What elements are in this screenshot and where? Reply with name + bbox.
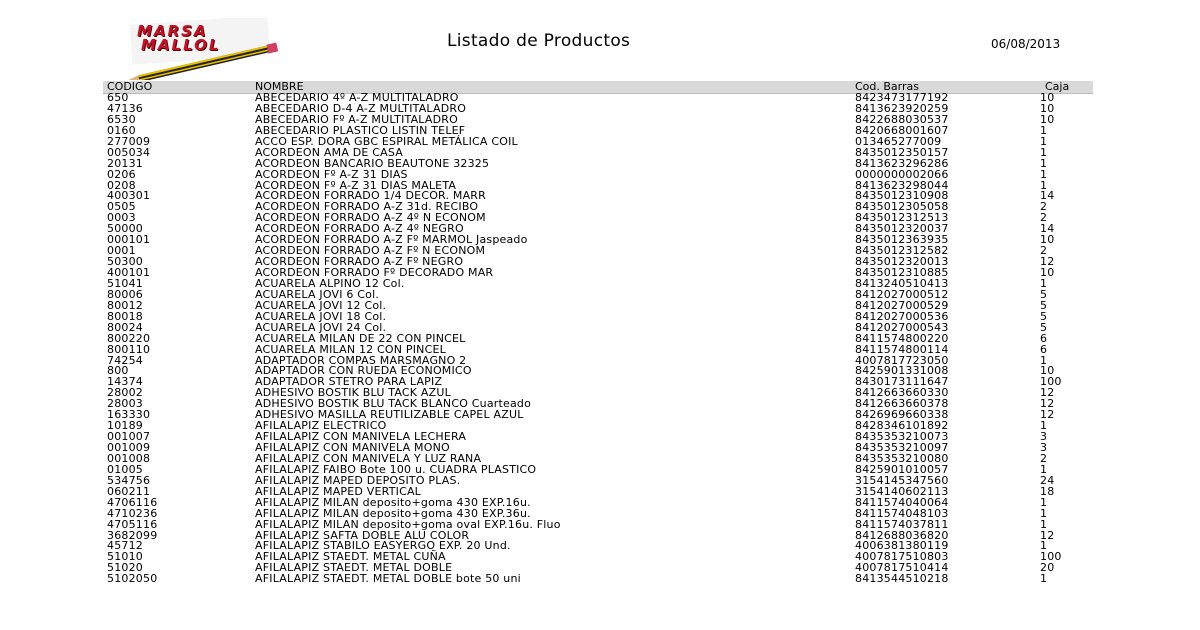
product-name: ACUARELA JOVI 12 Col. [255, 298, 387, 312]
product-barcode: 8435012305058 [855, 200, 949, 214]
product-box: 12 [1040, 386, 1055, 400]
report-date: 06/08/2013 [991, 37, 1061, 51]
product-barcode: 8423473177192 [855, 91, 949, 104]
product-code: 4705116 [107, 517, 158, 531]
product-barcode: 8428346101892 [855, 419, 949, 433]
product-box: 12 [1040, 397, 1055, 411]
logo-line-2: MALLOL [141, 36, 221, 54]
product-code: 650 [107, 91, 129, 104]
product-code: 80018 [107, 309, 143, 323]
product-code: 01005 [107, 462, 143, 476]
product-barcode: 8430173111647 [855, 375, 949, 389]
product-barcode: 8413240510413 [855, 276, 949, 290]
product-name: ADAPTADOR COMPAS MARSMAGNO 2 [255, 353, 467, 367]
product-box: 1 [1040, 506, 1048, 520]
product-barcode: 8412663660378 [855, 397, 949, 411]
product-name: ADHESIVO MASILLA REUTILIZABLE CAPEL AZUL [255, 408, 524, 422]
product-code: 51020 [107, 561, 143, 575]
product-barcode: 8411574040064 [855, 495, 949, 509]
product-name: ACORDEON FORRADO A-Z 31d. RECIBO [255, 200, 479, 214]
product-box: 12 [1040, 528, 1055, 542]
product-barcode: 8435012310908 [855, 189, 949, 203]
product-name: AFILALAPIZ STAEDT. METAL DOBLE [255, 561, 453, 575]
product-name: AFILALAPIZ MILAN deposito+goma 430 EXP.36u. [255, 506, 531, 520]
product-code: 50300 [107, 255, 143, 269]
product-code: 6530 [107, 112, 136, 126]
product-barcode: 8411574048103 [855, 506, 949, 520]
product-box: 14 [1040, 222, 1055, 236]
product-barcode: 8425901010057 [855, 462, 949, 476]
product-barcode: 0000000002066 [855, 167, 949, 181]
product-code: 400101 [107, 266, 151, 279]
product-box: 1 [1040, 123, 1048, 137]
product-name: AFILALAPIZ MAPED VERTICAL [255, 484, 421, 498]
product-code: 000101 [107, 233, 151, 247]
product-name: AFILALAPIZ CON MANIVELA LECHERA [255, 430, 467, 444]
product-code: 51010 [107, 550, 143, 564]
product-box: 24 [1040, 473, 1055, 487]
table-row [103, 123, 1093, 137]
product-box: 10 [1040, 101, 1055, 115]
product-barcode: 3154140602113 [855, 484, 949, 498]
product-box: 10 [1040, 112, 1055, 126]
product-barcode: 8435012363935 [855, 233, 949, 247]
product-box: 10 [1040, 266, 1055, 279]
product-box: 3 [1040, 441, 1048, 454]
product-box: 5 [1040, 287, 1048, 301]
product-box: 100 [1040, 375, 1062, 389]
product-name: ACORDEON AMA DE CASA [255, 145, 403, 159]
product-barcode: 8425901331008 [855, 364, 949, 378]
product-barcode: 8411574037811 [855, 517, 949, 531]
product-box: 10 [1040, 233, 1055, 247]
product-box: 100 [1040, 550, 1062, 564]
product-code: 001007 [107, 430, 151, 444]
product-barcode: 8435012350157 [855, 145, 949, 159]
product-code: 001008 [107, 451, 151, 465]
product-barcode: 8435012320013 [855, 255, 949, 269]
product-code: 0001 [107, 244, 136, 258]
product-box: 18 [1040, 484, 1055, 498]
product-name: ACUARELA JOVI 18 Col. [255, 309, 387, 323]
product-code: 277009 [107, 134, 151, 148]
product-barcode: 8413623296286 [855, 156, 949, 170]
product-name: ACORDEON FORRADO A-Z Fº N ECONOM [255, 244, 486, 258]
product-code: 0505 [107, 200, 136, 214]
product-code: 80006 [107, 287, 143, 301]
product-name: AFILALAPIZ STABILO EASYERGO EXP. 20 Und. [255, 539, 511, 553]
product-code: 4706116 [107, 495, 158, 509]
header-box: Caja [1045, 80, 1070, 93]
product-box: 3 [1040, 430, 1048, 444]
header-barcode: Cod. Barras [855, 80, 919, 93]
product-code: 50000 [107, 222, 143, 236]
product-code: 163330 [107, 408, 151, 422]
product-box: 1 [1040, 134, 1048, 148]
product-box: 5 [1040, 320, 1048, 334]
product-box: 1 [1040, 517, 1048, 531]
product-barcode: 8435012312513 [855, 211, 949, 225]
product-barcode: 4007817510803 [855, 550, 949, 564]
product-box: 20 [1040, 561, 1055, 575]
product-barcode: 013465277009 [855, 134, 942, 148]
product-barcode: 8412663660330 [855, 386, 949, 400]
product-barcode: 8411574800114 [855, 342, 949, 356]
product-name: ABECEDARIO Fº A-Z MULTITALADRO [255, 112, 458, 126]
product-barcode: 8435353210080 [855, 451, 949, 465]
product-code: 80024 [107, 320, 143, 334]
product-barcode: 8435012320037 [855, 222, 949, 236]
product-code: 45712 [107, 539, 143, 553]
product-box: 6 [1040, 331, 1048, 345]
product-barcode: 8413623298044 [855, 178, 949, 192]
product-code: 20131 [107, 156, 143, 170]
product-name: ACORDEON Fº A-Z 31 DIAS [255, 167, 408, 181]
product-name: ACORDEON FORRADO Fº DECORADO MAR [255, 266, 494, 279]
product-barcode: 8412027000512 [855, 287, 949, 301]
product-barcode: 8412027000543 [855, 320, 949, 334]
product-box: 1 [1040, 178, 1048, 192]
product-barcode: 8412027000529 [855, 298, 949, 312]
product-name: AFILALAPIZ SAFTA DOBLE ALU COLOR [255, 528, 470, 542]
product-code: 060211 [107, 484, 151, 498]
product-box: 10 [1040, 364, 1055, 378]
product-list [103, 93, 1093, 585]
product-barcode: 8412688036820 [855, 528, 949, 542]
product-name: ACORDEON FORRADO A-Z Fº MARMOL Jaspeado [255, 233, 528, 247]
product-code: 74254 [107, 353, 143, 367]
product-box: 14 [1040, 189, 1055, 203]
product-code: 28003 [107, 397, 143, 411]
product-box: 10 [1040, 91, 1055, 104]
product-code: 001009 [107, 441, 151, 454]
product-box: 2 [1040, 244, 1048, 258]
product-code: 0003 [107, 211, 136, 225]
product-code: 005034 [107, 145, 151, 159]
product-name: AFILALAPIZ MILAN deposito+goma 430 EXP.16u. [255, 495, 531, 509]
product-name: AFILALAPIZ CON MANIVELA MONO [255, 441, 450, 454]
product-name: ACUARELA JOVI 6 Col. [255, 287, 380, 301]
product-barcode: 8412027000536 [855, 309, 949, 323]
product-box: 12 [1040, 255, 1055, 269]
product-name: AFILALAPIZ STAEDT. METAL DOBLE bote 50 uni [255, 572, 521, 586]
product-code: 14374 [107, 375, 143, 389]
product-barcode: 8435353210073 [855, 430, 949, 444]
product-name: AFILALAPIZ FAIBO Bote 100 u. CUADRA PLASTICO [255, 462, 537, 476]
product-name: ACUARELA MILAN 12 CON PINCEL [255, 342, 446, 356]
table-row [103, 574, 1093, 585]
page-title: Listado de Productos [447, 31, 631, 51]
product-name: ACORDEON FORRADO A-Z 4º NEGRO [255, 222, 464, 236]
product-barcode: 8413623920259 [855, 101, 949, 115]
product-box: 1 [1040, 419, 1048, 433]
product-name: ABECEDARIO 4º A-Z MULTITALADRO [255, 91, 459, 104]
product-barcode: 8435353210097 [855, 441, 949, 454]
product-barcode: 8411574800220 [855, 331, 949, 345]
product-barcode: 4006381380119 [855, 539, 949, 553]
product-name: ADHESIVO BOSTIK BLU TACK AZUL [255, 386, 451, 400]
product-name: AFILALAPIZ ELECTRICO [255, 419, 387, 433]
product-name: ACORDEON FORRADO A-Z Fº NEGRO [255, 255, 464, 269]
product-name: ACUARELA MILAN DE 22 CON PINCEL [255, 331, 466, 345]
product-box: 5 [1040, 309, 1048, 323]
product-box: 1 [1040, 276, 1048, 290]
product-barcode: 8422688030537 [855, 112, 949, 126]
product-code: 0206 [107, 167, 136, 181]
product-barcode: 8426969660338 [855, 408, 949, 422]
product-name: AFILALAPIZ CON MANIVELA Y LUZ RANA [255, 451, 482, 465]
product-box: 1 [1040, 495, 1048, 509]
product-code: 534756 [107, 473, 151, 487]
product-barcode: 8435012310885 [855, 266, 949, 279]
product-name: ACORDEON FORRADO A-Z 4º N ECONOM [255, 211, 486, 225]
product-code: 51041 [107, 276, 143, 290]
product-box: 1 [1040, 145, 1048, 159]
product-code: 800110 [107, 342, 151, 356]
product-name: ACUARELA ALPINO 12 Col. [255, 276, 405, 290]
product-barcode: 8435012312582 [855, 244, 949, 258]
product-code: 3682099 [107, 528, 158, 542]
product-name: ACCO ESP. DORA GBC ESPIRAL METÁLICA COIL [255, 134, 518, 148]
product-box: 1 [1040, 539, 1048, 553]
product-code: 0208 [107, 178, 136, 192]
product-name: AFILALAPIZ MAPED DEPOSITO PLAS. [255, 473, 461, 487]
product-name: AFILALAPIZ MILAN deposito+goma oval EXP.16u. Fluo [255, 517, 561, 531]
product-barcode: 8413544510218 [855, 572, 949, 586]
product-name: ACORDEON Fº A-Z 31 DIAS MALETA [255, 178, 457, 192]
company-logo [115, 18, 285, 80]
product-box: 5 [1040, 298, 1048, 312]
product-name: ABECEDARIO D-4 A-Z MULTITALADRO [255, 101, 467, 115]
product-box: 2 [1040, 200, 1048, 214]
product-box: 6 [1040, 342, 1048, 356]
product-barcode: 3154145347560 [855, 473, 949, 487]
product-code: 80012 [107, 298, 143, 312]
product-barcode: 4007817510414 [855, 561, 949, 575]
header-code: CODIGO [107, 80, 153, 93]
product-name: ABECEDARIO PLASTICO LISTIN TELEF [255, 123, 466, 137]
product-barcode: 4007817723050 [855, 353, 949, 367]
product-code: 5102050 [107, 572, 158, 586]
product-name: AFILALAPIZ STAEDT. METAL CUÑA [255, 550, 446, 564]
product-box: 2 [1040, 211, 1048, 225]
product-barcode: 8420668001607 [855, 123, 949, 137]
logo-line-1: MARSA [137, 22, 208, 40]
product-code: 400301 [107, 189, 151, 203]
product-box: 1 [1040, 353, 1048, 367]
product-name: ADAPTADOR CON RUEDA ECONOMICO [255, 364, 472, 378]
product-box: 1 [1040, 572, 1048, 586]
product-code: 28002 [107, 386, 143, 400]
product-box: 1 [1040, 156, 1048, 170]
product-code: 10189 [107, 419, 143, 433]
product-code: 47136 [107, 101, 143, 115]
product-name: ACORDEON BANCARIO BEAUTONE 32325 [255, 156, 490, 170]
product-code: 800220 [107, 331, 151, 345]
header-name: NOMBRE [255, 80, 304, 93]
product-name: ADHESIVO BOSTIK BLU TACK BLANCO Cuarteado [255, 397, 532, 411]
product-name: ACUARELA JOVI 24 Col. [255, 320, 387, 334]
product-box: 2 [1040, 451, 1048, 465]
product-code: 800 [107, 364, 129, 378]
product-code: 0160 [107, 123, 136, 137]
product-box: 12 [1040, 408, 1055, 422]
product-name: ACORDEON FORRADO 1/4 DECOR. MARR [255, 189, 486, 203]
product-name: ADAPTADOR STETRO PARA LAPIZ [255, 375, 443, 389]
product-box: 1 [1040, 462, 1048, 476]
product-code: 4710236 [107, 506, 158, 520]
product-box: 1 [1040, 167, 1048, 181]
